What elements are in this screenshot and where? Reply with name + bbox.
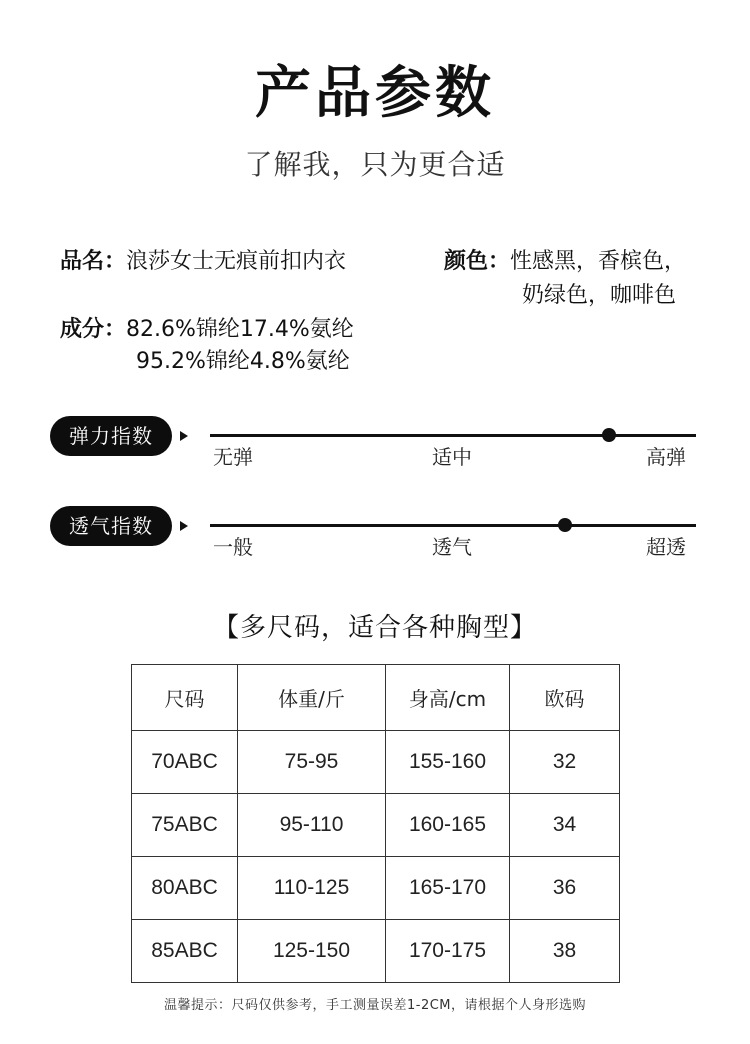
elasticity-arrow-icon: [180, 431, 188, 441]
color-value-line2: 奶绿色，咖啡色: [522, 283, 677, 308]
page-subtitle: 了解我，只为更合适: [244, 148, 506, 181]
column-header-height: 身高/cm: [386, 665, 510, 731]
cell-weight: 125-150: [238, 920, 386, 983]
elasticity-label-high: 高弹: [646, 445, 686, 469]
table-header-row: [132, 665, 620, 731]
elasticity-scale-line: [210, 434, 696, 437]
composition-row: [60, 313, 354, 347]
table-row: [132, 857, 620, 920]
cell-height: 165-170: [386, 857, 510, 920]
product-name-label: 品名：: [60, 249, 127, 274]
cell-height: 170-175: [386, 920, 510, 983]
table-row: [132, 920, 620, 983]
cell-eu-size: 36: [510, 857, 620, 920]
size-table: [131, 664, 620, 983]
cell-eu-size: 34: [510, 794, 620, 857]
cell-size: 70ABC: [132, 731, 238, 794]
cell-height: 160-165: [386, 794, 510, 857]
breathability-level-marker: [558, 518, 572, 532]
cell-weight: 95-110: [238, 794, 386, 857]
column-header-size: 尺码: [132, 665, 238, 731]
elasticity-label-mid: 适中: [432, 445, 472, 469]
sizing-tip: 温馨提示：尺码仅供参考，手工测量误差1-2CM，请根据个人身形选购: [163, 998, 587, 1013]
product-name-value: 浪莎女士无痕前扣内衣: [126, 249, 347, 274]
product-name-row: [60, 245, 346, 279]
breathability-label-low: 一般: [213, 535, 253, 559]
color-row: [444, 245, 686, 279]
size-section-heading: 【多尺码，适合各种胸型】: [212, 613, 537, 643]
cell-eu-size: 38: [510, 920, 620, 983]
column-header-eu-size: 欧码: [510, 665, 620, 731]
cell-size: 75ABC: [132, 794, 238, 857]
cell-height: 155-160: [386, 731, 510, 794]
table-row: [132, 794, 620, 857]
breathability-arrow-icon: [180, 521, 188, 531]
composition-label: 成分：: [60, 317, 127, 342]
cell-size: 80ABC: [132, 857, 238, 920]
cell-weight: 110-125: [238, 857, 386, 920]
column-header-weight: 体重/斤: [238, 665, 386, 731]
cell-eu-size: 32: [510, 731, 620, 794]
breathability-label-mid: 透气: [432, 535, 472, 559]
elasticity-level-marker: [602, 428, 616, 442]
color-label: 颜色：: [444, 249, 511, 274]
cell-size: 85ABC: [132, 920, 238, 983]
composition-value-line2: 95.2%锦纶4.8%氨纶: [136, 349, 350, 374]
breathability-label-high: 超透: [646, 535, 686, 559]
page-title: 产品参数: [255, 61, 495, 126]
breathability-index-pill: 透气指数: [50, 506, 172, 546]
elasticity-label-low: 无弹: [213, 445, 253, 469]
table-row: [132, 731, 620, 794]
breathability-scale-line: [210, 524, 696, 527]
color-value-line1: 性感黑，香槟色，: [510, 249, 687, 274]
composition-value-line1: 82.6%锦纶17.4%氨纶: [126, 317, 354, 342]
cell-weight: 75-95: [238, 731, 386, 794]
color-row-2: [522, 279, 676, 313]
composition-row-2: [136, 345, 350, 379]
elasticity-index-pill: 弹力指数: [50, 416, 172, 456]
